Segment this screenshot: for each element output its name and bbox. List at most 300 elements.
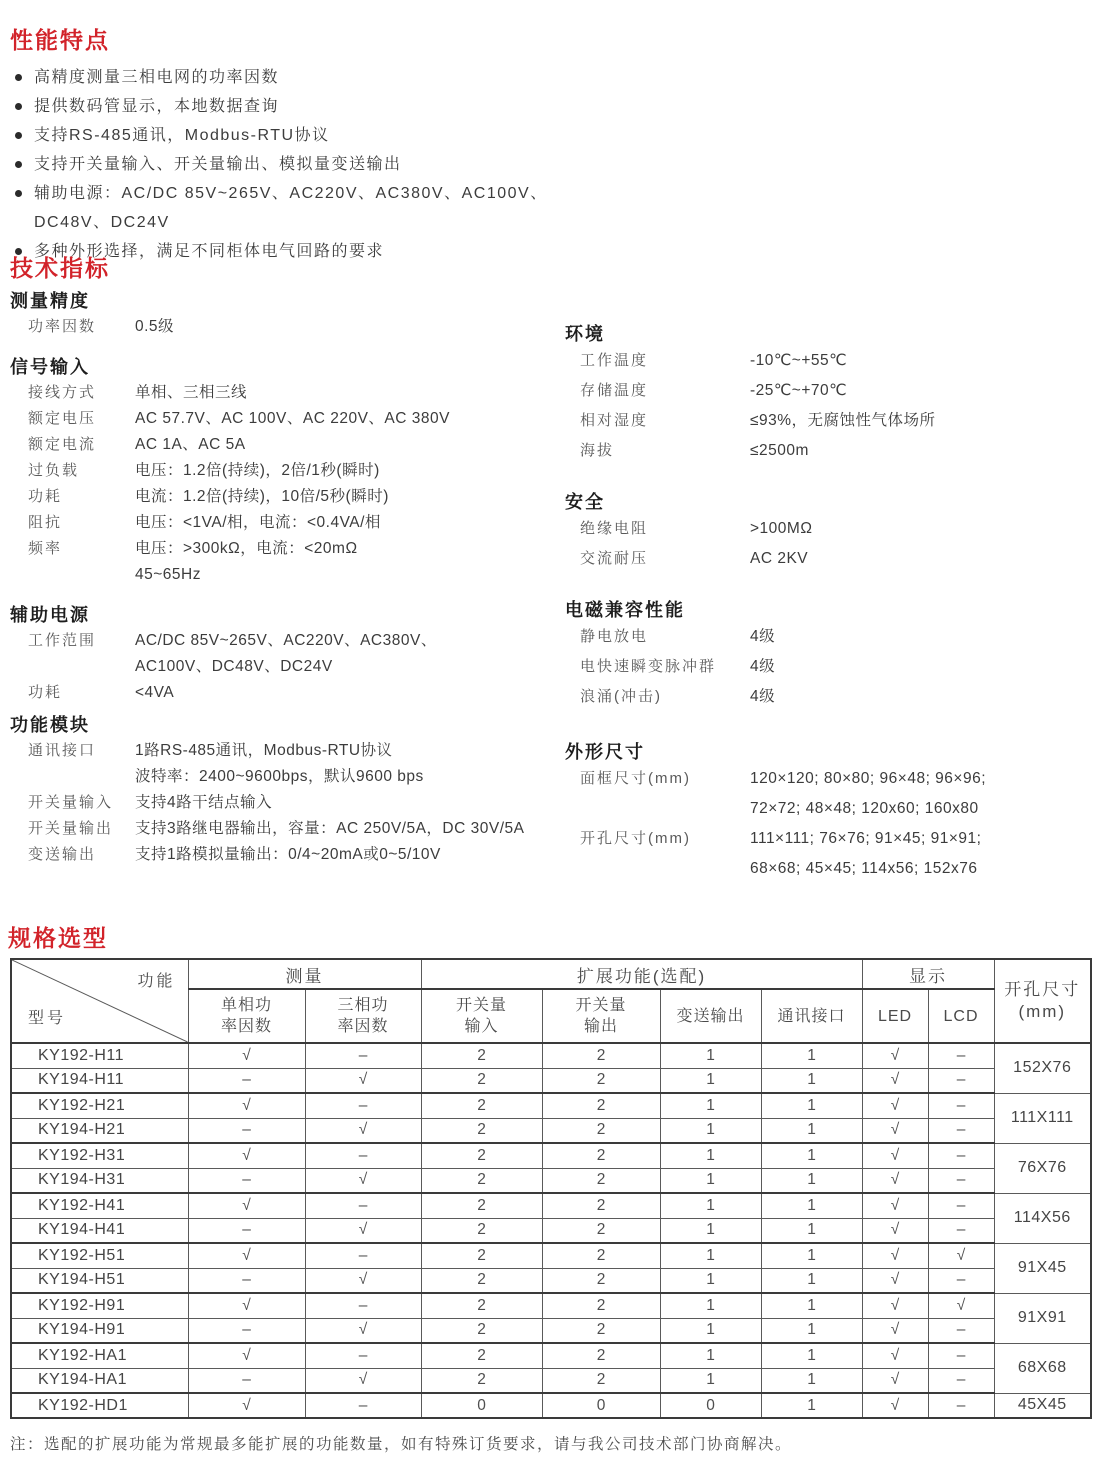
value-cell: √	[305, 1168, 421, 1193]
feature-item	[10, 179, 550, 237]
spec-row	[565, 436, 1095, 466]
table-row	[11, 1343, 1091, 1368]
spec-value-line: 电流：1.2倍(持续)，10倍/5秒(瞬时)	[135, 488, 389, 505]
spec-label: 静电放电	[580, 628, 649, 645]
tech-specs-left-column	[10, 288, 565, 882]
bullet-icon	[15, 161, 22, 168]
spec-section	[565, 598, 1095, 712]
value-cell: √	[862, 1168, 928, 1193]
spec-row	[10, 432, 565, 458]
value-cell: –	[928, 1068, 994, 1093]
features-section	[10, 22, 630, 266]
spec-label: 开关量输入	[28, 794, 114, 811]
bullet-icon	[15, 132, 22, 139]
table-row	[11, 1293, 1091, 1318]
value-cell: √	[305, 1318, 421, 1343]
value-cell: 2	[542, 1268, 660, 1293]
size-header-line: (mm)	[1018, 1002, 1067, 1021]
value-cell: –	[928, 1393, 994, 1418]
value-cell: 2	[421, 1043, 542, 1068]
value-cell: –	[928, 1143, 994, 1168]
value-cell: 2	[542, 1168, 660, 1193]
value-cell: 1	[660, 1193, 761, 1218]
spec-row	[10, 842, 565, 868]
value-cell: √	[862, 1393, 928, 1418]
spec-value	[750, 652, 775, 682]
value-cell: 1	[761, 1218, 862, 1243]
sub-header	[862, 989, 928, 1043]
spec-value	[135, 628, 437, 680]
spec-value-line: -10℃~+55℃	[750, 352, 848, 369]
spec-value-line: 1路RS-485通讯，Modbus-RTU协议	[135, 742, 393, 759]
value-cell: √	[188, 1043, 305, 1068]
value-cell: 0	[660, 1393, 761, 1418]
spec-section-heading: 外形尺寸	[565, 742, 645, 762]
value-cell: 2	[421, 1143, 542, 1168]
corner-label-function: 功能	[137, 973, 176, 990]
value-cell: 1	[660, 1293, 761, 1318]
spec-section	[565, 490, 1095, 574]
bullet-icon	[15, 190, 22, 197]
value-cell: √	[862, 1193, 928, 1218]
value-cell: 1	[761, 1268, 862, 1293]
value-cell: √	[305, 1118, 421, 1143]
spec-row	[10, 406, 565, 432]
value-cell: √	[305, 1218, 421, 1243]
sub-header-line: 输出	[583, 1018, 618, 1035]
spec-section-heading: 环境	[565, 324, 605, 344]
value-cell: √	[188, 1193, 305, 1218]
value-cell: √	[862, 1243, 928, 1268]
model-cell: KY192-HA1	[11, 1343, 188, 1368]
spec-label: 电快速瞬变脉冲群	[580, 658, 717, 675]
value-cell: –	[305, 1293, 421, 1318]
value-cell: –	[305, 1343, 421, 1368]
features-list	[10, 63, 550, 266]
spec-value-line: <4VA	[135, 684, 175, 701]
value-cell: 1	[660, 1268, 761, 1293]
feature-item	[10, 150, 550, 179]
spec-value-line: 72×72; 48×48; 120x60; 160x80	[750, 800, 979, 817]
value-cell: √	[862, 1068, 928, 1093]
spec-label: 功率因数	[28, 318, 97, 335]
spec-value	[750, 682, 775, 712]
spec-label: 开关量输出	[28, 820, 114, 837]
feature-item	[10, 121, 550, 150]
selection-table-section	[10, 958, 1092, 1419]
group-header: 扩展功能(选配)	[421, 959, 862, 989]
spec-label: 工作温度	[580, 352, 649, 369]
value-cell: 2	[421, 1218, 542, 1243]
sub-header-line: 率因数	[220, 1018, 272, 1035]
feature-item	[10, 63, 550, 92]
spec-label: 接线方式	[28, 384, 97, 401]
spec-row	[565, 544, 1095, 574]
spec-section-heading: 辅助电源	[10, 605, 90, 625]
value-cell: 2	[421, 1193, 542, 1218]
spec-label: 交流耐压	[580, 550, 649, 567]
value-cell: –	[928, 1168, 994, 1193]
spec-label: 绝缘电阻	[580, 520, 649, 537]
value-cell: 1	[761, 1193, 862, 1218]
value-cell: –	[188, 1168, 305, 1193]
value-cell: 2	[421, 1093, 542, 1118]
model-cell: KY192-H91	[11, 1293, 188, 1318]
model-cell: KY192-H51	[11, 1243, 188, 1268]
value-cell: 2	[542, 1068, 660, 1093]
value-cell: √	[862, 1093, 928, 1118]
sub-header-line: 输入	[464, 1018, 499, 1035]
spec-value	[135, 680, 174, 706]
value-cell: 2	[421, 1068, 542, 1093]
spec-row	[565, 514, 1095, 544]
model-cell: KY192-H11	[11, 1043, 188, 1068]
value-cell: –	[928, 1268, 994, 1293]
value-cell: –	[928, 1043, 994, 1068]
value-cell: –	[928, 1218, 994, 1243]
feature-text: 支持开关量输入、开关量输出、模拟量变送输出	[34, 156, 402, 173]
value-cell: √	[862, 1118, 928, 1143]
spec-value-line: 0.5级	[135, 318, 175, 335]
spec-value	[135, 406, 450, 432]
spec-value-line: 68×68; 45×45; 114x56; 152x76	[750, 860, 978, 877]
value-cell: √	[188, 1293, 305, 1318]
value-cell: 2	[542, 1043, 660, 1068]
spec-row	[10, 380, 565, 406]
value-cell: √	[305, 1068, 421, 1093]
spec-value	[135, 816, 524, 842]
spec-value	[135, 458, 380, 484]
value-cell: 1	[660, 1143, 761, 1168]
table-row	[11, 1368, 1091, 1393]
value-cell: –	[188, 1218, 305, 1243]
spec-label: 额定电压	[28, 410, 97, 427]
value-cell: 2	[542, 1218, 660, 1243]
model-cell: KY192-H31	[11, 1143, 188, 1168]
value-cell: √	[862, 1043, 928, 1068]
size-cell: 45X45	[994, 1393, 1091, 1418]
value-cell: 2	[421, 1343, 542, 1368]
table-row	[11, 1268, 1091, 1293]
value-cell: 1	[761, 1168, 862, 1193]
value-cell: 1	[761, 1118, 862, 1143]
value-cell: 2	[421, 1368, 542, 1393]
sub-header	[421, 989, 542, 1043]
spec-value	[135, 738, 424, 790]
spec-label: 浪涌(冲击)	[580, 688, 662, 705]
spec-value	[750, 622, 775, 652]
value-cell: 2	[421, 1168, 542, 1193]
spec-row	[10, 458, 565, 484]
value-cell: 0	[421, 1393, 542, 1418]
value-cell: –	[928, 1318, 994, 1343]
spec-section	[565, 322, 1095, 466]
table-row	[11, 1318, 1091, 1343]
value-cell: –	[928, 1368, 994, 1393]
model-cell: KY194-H31	[11, 1168, 188, 1193]
value-cell: √	[188, 1393, 305, 1418]
group-header: 显示	[862, 959, 994, 989]
spec-value-line: 111×111; 76×76; 91×45; 91×91;	[750, 830, 982, 847]
feature-text: 提供数码管显示，本地数据查询	[34, 98, 280, 115]
footnote: 注：选配的扩展功能为常规最多能扩展的功能数量，如有特殊订货要求，请与我公司技术部门协商解决。	[10, 1436, 793, 1453]
spec-label: 存储温度	[580, 382, 649, 399]
value-cell: 1	[660, 1043, 761, 1068]
spec-value-line: AC100V、DC48V、DC24V	[135, 658, 333, 675]
size-cell: 152X76	[994, 1043, 1091, 1093]
table-head	[11, 959, 1091, 1043]
model-cell: KY194-H91	[11, 1318, 188, 1343]
sub-header	[188, 989, 305, 1043]
feature-text: 支持RS-485通讯，Modbus-RTU协议	[34, 127, 330, 144]
spec-label: 开孔尺寸(mm)	[580, 830, 691, 847]
spec-value-line: 4级	[750, 658, 776, 675]
value-cell: 2	[542, 1343, 660, 1368]
spec-row	[10, 816, 565, 842]
spec-value	[750, 346, 847, 376]
value-cell: 1	[660, 1068, 761, 1093]
value-cell: 1	[660, 1218, 761, 1243]
value-cell: –	[928, 1193, 994, 1218]
corner-cell	[11, 959, 188, 1043]
bullet-icon	[15, 103, 22, 110]
table-row	[11, 1218, 1091, 1243]
value-cell: 2	[421, 1318, 542, 1343]
spec-section-heading: 功能模块	[10, 715, 90, 735]
value-cell: 1	[660, 1243, 761, 1268]
spec-section	[10, 354, 565, 588]
spec-value-line: 波特率：2400~9600bps，默认9600 bps	[135, 768, 424, 785]
spec-value-line: 45~65Hz	[135, 566, 201, 583]
value-cell: 1	[761, 1243, 862, 1268]
value-cell: 1	[761, 1393, 862, 1418]
value-cell: –	[188, 1118, 305, 1143]
sub-header-line: 变送输出	[676, 1007, 745, 1025]
value-cell: –	[305, 1143, 421, 1168]
value-cell: 2	[542, 1293, 660, 1318]
value-cell: √	[928, 1243, 994, 1268]
table-row	[11, 1193, 1091, 1218]
spec-value	[750, 514, 812, 544]
spec-section	[10, 712, 565, 868]
value-cell: √	[188, 1343, 305, 1368]
sub-header	[761, 989, 862, 1043]
spec-value-line: AC 1A、AC 5A	[135, 436, 246, 453]
table-row	[11, 1168, 1091, 1193]
spec-row	[10, 314, 565, 340]
value-cell: 1	[761, 1093, 862, 1118]
spec-value	[135, 790, 272, 816]
spec-value	[135, 510, 381, 536]
value-cell: –	[188, 1368, 305, 1393]
spec-value	[135, 432, 246, 458]
spec-value-line: ≤93%，无腐蚀性气体场所	[750, 412, 936, 429]
sub-header	[928, 989, 994, 1043]
value-cell: –	[188, 1318, 305, 1343]
spec-section	[565, 740, 1095, 884]
spec-label: 面框尺寸(mm)	[580, 770, 691, 787]
sub-header	[305, 989, 421, 1043]
spec-value-line: AC 57.7V、AC 100V、AC 220V、AC 380V	[135, 410, 450, 427]
selection-title: 规格选型	[8, 925, 108, 951]
spec-row	[565, 406, 1095, 436]
model-cell: KY194-H41	[11, 1218, 188, 1243]
value-cell: –	[305, 1393, 421, 1418]
size-cell: 114X56	[994, 1193, 1091, 1243]
value-cell: 2	[421, 1268, 542, 1293]
value-cell: 0	[542, 1393, 660, 1418]
value-cell: √	[188, 1143, 305, 1168]
spec-row	[565, 682, 1095, 712]
spec-row	[10, 628, 565, 680]
sub-header-line: 通讯接口	[777, 1007, 846, 1025]
sub-header-line: 三相功	[337, 997, 389, 1014]
spec-row	[565, 622, 1095, 652]
table-body	[11, 1043, 1091, 1418]
model-cell: KY194-H21	[11, 1118, 188, 1143]
sub-header-line: LED	[877, 1007, 913, 1025]
tech-title: 技术指标	[10, 255, 110, 281]
value-cell: –	[188, 1068, 305, 1093]
spec-value	[135, 484, 389, 510]
value-cell: 2	[542, 1143, 660, 1168]
value-cell: –	[928, 1093, 994, 1118]
value-cell: 1	[761, 1368, 862, 1393]
sub-header-line: 率因数	[337, 1018, 389, 1035]
spec-value-line: ≤2500m	[750, 442, 809, 459]
value-cell: √	[188, 1243, 305, 1268]
size-cell: 68X68	[994, 1343, 1091, 1393]
spec-value	[750, 824, 981, 884]
spec-value-line: 支持4路干结点输入	[135, 794, 273, 811]
spec-row	[565, 376, 1095, 406]
spec-label: 工作范围	[28, 632, 97, 649]
value-cell: √	[928, 1293, 994, 1318]
corner-label-model: 型号	[28, 1010, 67, 1027]
value-cell: –	[928, 1343, 994, 1368]
value-cell: 1	[761, 1143, 862, 1168]
model-cell: KY194-H51	[11, 1268, 188, 1293]
spec-value-line: 4级	[750, 688, 776, 705]
spec-value	[750, 406, 936, 436]
value-cell: –	[928, 1118, 994, 1143]
feature-text: 多种外形选择，满足不同柜体电气回路的要求	[34, 243, 385, 260]
value-cell: √	[862, 1293, 928, 1318]
spec-value	[750, 544, 808, 574]
spec-value	[135, 380, 247, 406]
spec-row	[10, 790, 565, 816]
value-cell: 1	[761, 1043, 862, 1068]
value-cell: 1	[660, 1093, 761, 1118]
selection-table	[10, 958, 1092, 1419]
value-cell: –	[188, 1268, 305, 1293]
group-header: 测量	[188, 959, 421, 989]
value-cell: √	[862, 1268, 928, 1293]
spec-value-line: 支持1路模拟量输出：0/4~20mA或0~5/10V	[135, 846, 441, 863]
spec-value-line: 支持3路继电器输出，容量：AC 250V/5A，DC 30V/5A	[135, 820, 525, 837]
value-cell: 1	[761, 1318, 862, 1343]
sub-header-line: 单相功	[220, 997, 272, 1014]
size-cell: 111X111	[994, 1093, 1091, 1143]
value-cell: 2	[421, 1118, 542, 1143]
size-column-header	[994, 959, 1091, 1043]
spec-row	[10, 484, 565, 510]
spec-value-line: 单相、三相三线	[135, 384, 248, 401]
spec-value	[750, 436, 809, 466]
spec-label: 通讯接口	[28, 742, 97, 759]
spec-row	[10, 510, 565, 536]
value-cell: 2	[542, 1118, 660, 1143]
model-cell: KY192-HD1	[11, 1393, 188, 1418]
spec-value	[135, 536, 358, 588]
features-title: 性能特点	[10, 27, 110, 53]
spec-label: 频率	[28, 540, 63, 557]
spec-row	[10, 536, 565, 588]
value-cell: 2	[542, 1243, 660, 1268]
value-cell: √	[862, 1318, 928, 1343]
value-cell: √	[188, 1093, 305, 1118]
feature-text: 辅助电源：AC/DC 85V~265V、AC220V、AC380V、AC100V、DC48V、DC24V	[34, 185, 548, 231]
value-cell: 2	[542, 1318, 660, 1343]
sub-header-line: 开关量	[575, 997, 627, 1014]
spec-value	[135, 842, 441, 868]
size-header-line: 开孔尺寸	[1004, 980, 1081, 999]
spec-row	[565, 764, 1095, 824]
value-cell: 2	[421, 1293, 542, 1318]
value-cell: –	[305, 1193, 421, 1218]
spec-value-line: 电压：<1VA/相，电流：<0.4VA/相	[135, 514, 381, 531]
spec-value-line: 120×120; 80×80; 96×48; 96×96;	[750, 770, 987, 787]
spec-section-heading: 测量精度	[10, 291, 90, 311]
value-cell: 1	[660, 1343, 761, 1368]
spec-label: 海拔	[580, 442, 615, 459]
spec-label: 过负载	[28, 462, 80, 479]
value-cell: 1	[761, 1293, 862, 1318]
spec-value-line: 电压：1.2倍(持续)，2倍/1秒(瞬时)	[135, 462, 380, 479]
value-cell: √	[862, 1143, 928, 1168]
table-row	[11, 1393, 1091, 1418]
spec-row	[10, 680, 565, 706]
size-cell: 76X76	[994, 1143, 1091, 1193]
model-cell: KY192-H41	[11, 1193, 188, 1218]
spec-section-heading: 信号输入	[10, 357, 90, 377]
spec-row	[565, 652, 1095, 682]
sub-header	[542, 989, 660, 1043]
value-cell: 1	[660, 1368, 761, 1393]
table-row	[11, 1118, 1091, 1143]
value-cell: 1	[761, 1343, 862, 1368]
model-cell: KY194-H11	[11, 1068, 188, 1093]
spec-label: 阻抗	[28, 514, 63, 531]
spec-row	[10, 738, 565, 790]
spec-label: 变送输出	[28, 846, 97, 863]
spec-label: 功耗	[28, 488, 63, 505]
tech-specs-right-column	[565, 322, 1095, 908]
sub-header	[660, 989, 761, 1043]
value-cell: 1	[761, 1068, 862, 1093]
spec-row	[565, 346, 1095, 376]
value-cell: 2	[542, 1193, 660, 1218]
value-cell: √	[862, 1368, 928, 1393]
table-row	[11, 1243, 1091, 1268]
sub-header-line: LCD	[943, 1007, 979, 1025]
sub-header-line: 开关量	[455, 997, 507, 1014]
spec-value	[135, 314, 174, 340]
spec-value-line: -25℃~+70℃	[750, 382, 848, 399]
table-row	[11, 1093, 1091, 1118]
size-cell: 91X45	[994, 1243, 1091, 1293]
value-cell: √	[305, 1268, 421, 1293]
